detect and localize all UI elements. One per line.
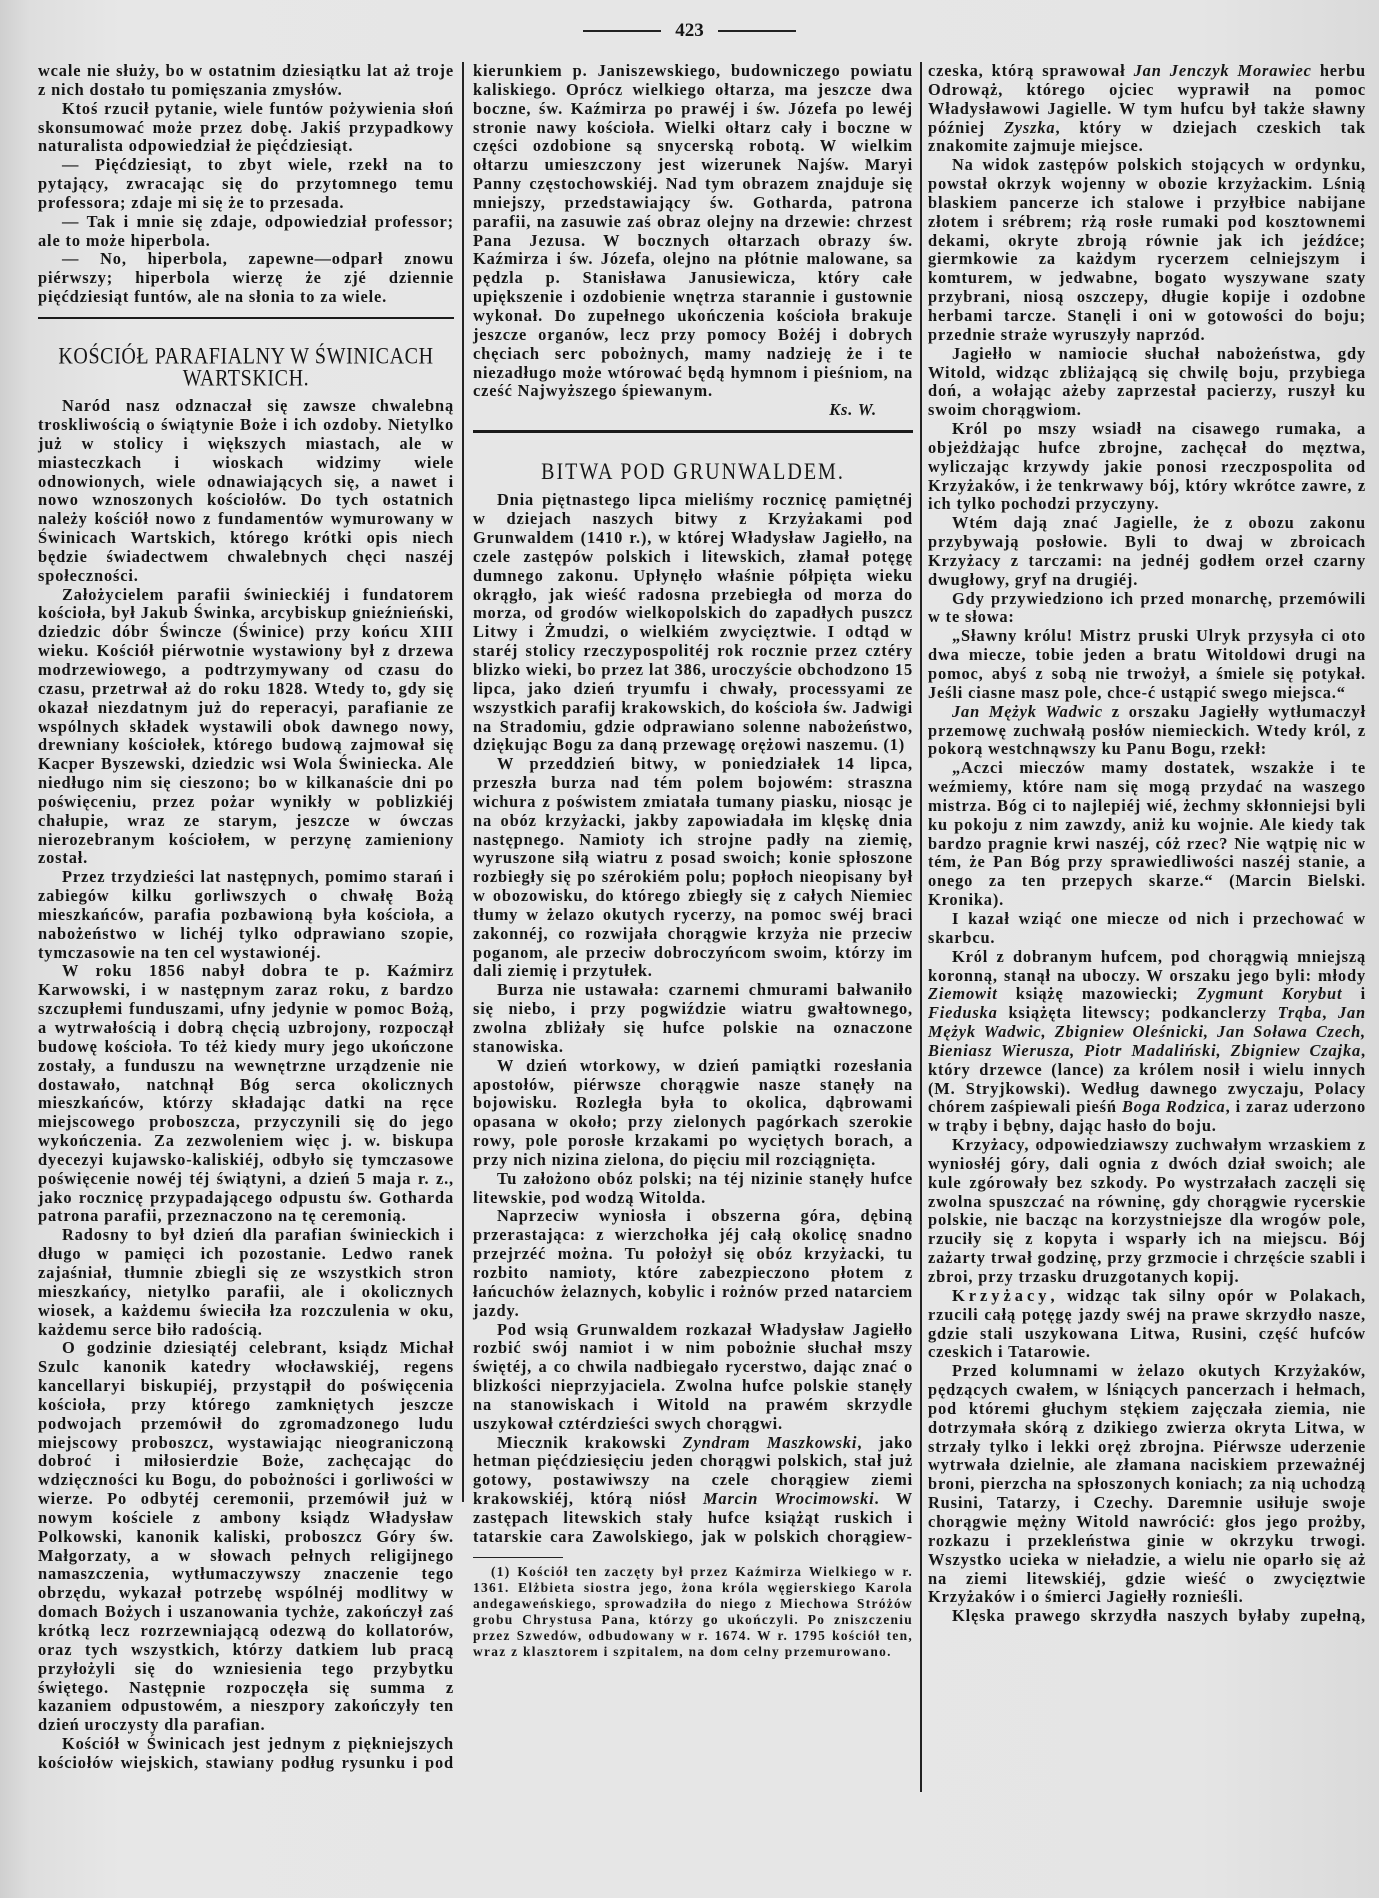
paragraph <box>928 910 1366 948</box>
paragraph <box>928 62 1366 156</box>
article-body-church-continued <box>473 62 913 401</box>
paragraph <box>38 1339 454 1735</box>
italic-name: Jan Mężyk Wadwic <box>952 701 1103 721</box>
paragraph <box>38 868 454 962</box>
text-run: Burza nie ustawała: czarnemi chmurami bałwaniło się niebo, i przy pogwiździe wiatru gwałtownego, zwolna zbliżały się hufce polskie na oznaczone stanowiska. <box>473 980 913 1056</box>
article-body-church <box>38 397 454 1773</box>
text-run: herbu Odrowąż, którego ojciec wyprawił na pomoc Władysławowi Jagielle. W tym hufcu był także sławny później <box>928 61 1366 137</box>
text-run: Założycielem parafii świnieckiéj i fundatorem kościoła, był Jakub Świnka, arcybiskup gnieźnieński, dziedzic dóbr Świncze (Świnice) przy końcu XIII wieku. Kościół piérwotnie wystawiony był z drzewa modrzewiowego, a podtrzymywany od czasu do czasu, przetrwał aż do roku 1828. Wtedy to, gdy się okazał niezdatnym już do reperacyi, parafianie ze wspólnych składek wystawili obok dawnego nowy, drewniany kościołek, którego budową zajmował się Kacper Byszewski, dziedzic wsi Wola Świniecka. Ale niedługo nim się cieszono; bo w kilkanaście dni po poświęceniu, przez pożar wynikły w poblizkiéj chałupie, wraz ze starym, jeszcze w ówczas nierozebranym kościołem, w perzynę zamieniony został. <box>38 584 454 868</box>
text-run: Na widok zastępów polskich stojących w ordynku, powstał okrzyk wojenny w obozie krzyżackim. Lśnią blaskiem pancerze ich stalowe i przyłbice nabijane złotem i srébrem; rżą rosłe rumaki pod kosztownemi dekami, okryte zbroją równie jak ich jeźdźce; giermkowie za każdym rycerzem celniejszym i komturem, w jedwabne, bogato wyszywane szaty przybrani, niosą oszczepy, długie kopije i ozdobne herbami tarcze. Stanęli i oni w gotowości do boju; przednie straże wyruszyły naprzód. <box>928 155 1366 344</box>
italic-name: Jan Jenczyk Morawiec <box>1133 61 1312 80</box>
text-run: Krzyżacy, odpowiedziawszy zuchwałym wrzaskiem z wyniosłéj góry, dali ognia z dwóch dział swoich; ale kule zgórowały bez szkody. Po wystrzałach zaczęli się zwolna spuszczać na równinę, gdy chorągwie rycerskie polskie, nie bacząc na korzystniejsze dla wrogów pole, rzuciły się z kopyta i wsparły ich na miejscu. Bój zażarty trwał godzinę, przy grzmocie i chrzęście szabli i zbroi, przy trzasku druzgotanych kopij. <box>928 1135 1366 1286</box>
text-run: książę mazowiecki; <box>997 984 1197 1004</box>
paragraph <box>473 1207 913 1320</box>
text-run: Naprzeciw wyniosła i obszerna góra, dębiną przerastająca: z wierzchołka jéj całą okolicę snadno przejrzéć można. Tu położył się obóz krzyżacki, tu rozbito namioty, które zabezpieczono płotem z łańcuchów żelaznych, kobylic i rożnów przed natarciem jazdy. <box>473 1206 913 1320</box>
text-run: czeska, którą sprawował <box>928 61 1134 80</box>
paragraph <box>38 213 454 251</box>
page-number-header <box>0 20 1379 42</box>
paragraph <box>928 703 1366 760</box>
text-run: z orszaku Jagiełły wytłumaczył przemowę zuchwałą posłów niemieckich. Wtedy król, z pokorą westchnąwszy ku Panu Bogu, rzekł: <box>928 701 1367 759</box>
paragraph <box>928 514 1366 589</box>
rule <box>718 30 796 32</box>
text-run: książęta litewscy; podkanclerzy <box>997 1003 1278 1023</box>
article-title-church: KOŚCIÓŁ PARAFIALNY W ŚWINICACH WARTSKICH. <box>58 344 434 392</box>
paragraph <box>473 491 913 755</box>
text-run: „Aczci mieczów mamy dostatek, wszakże i te weźmiemy, które nam się mogą przydać na waszego mistrza. Bóg ci to najlepiéj wié, żechmy skłonniejsi byli ku pokoju z nim zawzdy, aniż ku wojnie. Ale kiedy tak bardzo pragnie krwi naszéj, cóż rzec? Nie wątpię nic w tém, że Pan Bóg przy sprawiedliwości naszéj stanie, a onego za ten przepych skarze.“ (Marcin Bielski. Kronika). <box>928 758 1366 910</box>
article-title-grunwald: BITWA POD GRUNWALDEM. <box>541 458 845 485</box>
text-run: Miecznik krakowski <box>497 1432 683 1452</box>
paragraph <box>473 1057 913 1170</box>
text-run: i <box>1342 984 1366 1004</box>
text-run: , i zaraz uderzono w trąby i bębny, dając hasło do boju. <box>928 1097 1367 1136</box>
paragraph <box>928 1136 1366 1287</box>
paragraph <box>473 1321 913 1434</box>
paragraph <box>928 1362 1366 1607</box>
italic-name: Fieduska <box>928 1003 998 1023</box>
text-run: Pod wsią Grunwaldem rozkazał Władysław Jagiełło rozbić swój namiot i w nim pobożnie słuchał mszy świętéj, a co chwila nadbiegało rycerstwo, dając znać o blizkości nieprzyjaciela. Zwolna hufce polskie stanęły na stanowiskach i Witold na prawém skrzydle uszykował cztérdzieści swych chorągwi. <box>473 1319 913 1433</box>
paragraph <box>928 420 1366 514</box>
rule <box>583 30 661 32</box>
text-run: Gdy przywiedziono ich przed monarchę, przemówili w te słowa: <box>928 588 1366 627</box>
paragraph <box>38 397 454 585</box>
paragraph <box>38 1226 454 1339</box>
text-run: , <box>1322 1003 1338 1023</box>
italic-name: Zyndram Maszkowski <box>682 1432 858 1452</box>
text-run: Wtém dają znać Jagielle, że z obozu zakonu przybywają posłowie. Byli to dwaj w zbroicach Krzyżacy z tarczami: na jednéj godłem orzeł czarny dwugłowy, gryf na drugiéj. <box>928 513 1366 589</box>
text-run: — Tak i mnie się zdaje, odpowiedział professor; ale to może hiperbola. <box>38 211 454 250</box>
column-1 <box>38 62 454 1773</box>
paragraph <box>38 250 454 307</box>
italic-name: Boga Rodzica <box>1121 1097 1226 1117</box>
column-divider <box>920 62 922 1792</box>
text-run: W dzień wtorkowy, w dzień pamiątki rozesłania apostołów, piérwsze chorągwie nasze stanęły na bojowisku. Rozległa była to okolica, dąbrowami opasana w około; przy zielonych pagórkach szerokie rowy, pole porosłe krzakami po wyciętych borach, a przy nich nizina zielona, do pięciu mil rozciągnięta. <box>473 1055 913 1169</box>
paragraph <box>928 627 1366 702</box>
text-run: W roku 1856 nabył dobra te p. Kaźmirz Karwowski, i w następnym zaraz roku, z bardzo szczupłemi funduszami, ufny jedynie w pomoc Bożą, a wytrwałością i dobrą chęcią uzbrojony, rozpoczął budowę kościoła. To téż kiedy mury jego ukończone zostały, a funduszu na wewnętrzne urządzenie nie dostawało, natchnął Bóg serca okolicznych mieszkańców, którzy składając datki na ręce miejscowego proboszcza, przyczynili się do jego wykończenia. Za zezwoleniem więc j. w. biskupa dyecezyi kujawsko-kaliskiéj, odbyło się tymczasowe poświęcenie nowéj téj świątyni, a dzień 5 maja r. z., jako rocznicę przypadającego odpustu św. Gotharda patrona parafii, przeznaczono na tę ceremonią. <box>38 961 454 1226</box>
footnote-separator <box>473 1557 563 1559</box>
article-ending-elephant <box>38 62 454 307</box>
article-separator <box>473 430 913 433</box>
column-2 <box>473 62 913 1660</box>
paragraph <box>38 62 454 100</box>
paragraph <box>928 948 1366 1136</box>
text-run: Przez trzydzieści lat następnych, pomimo starań i zabiegów kilku gorliwszych o chwałę Bożą mieszkańców, parafia pozbawioną była kościoła, a nabożeństwo w lichéj tylko odprawiano szopie, tymczasowie na ten cel wystawionéj. <box>38 867 454 962</box>
paragraph <box>38 1735 454 1773</box>
text-run: Krzyżacy <box>952 1285 1051 1305</box>
paragraph <box>473 1434 913 1547</box>
footnote <box>473 1564 913 1660</box>
text-run: I kazał wziąć one miecze od nich i przechować w skarbcu. <box>928 908 1366 947</box>
footnote-text: (1) Kościół ten zaczęty był przez Kaźmirza Wielkiego w r. 1361. Elżbieta siostra jego, żona króla węgierskiego Karola andegaweńskiego, sprowadziła do niego z Miechowa Stróżów grobu Chrystusa Pana, którzy go ukończyli. Po zniszczeniu przez Szwedów, odbudowany w r. 1674. W r. 1795 kościół ten, wraz z klasztorem i szpitalem, na dom celny przemurowano. <box>473 1564 913 1660</box>
paragraph <box>38 156 454 213</box>
paragraph <box>928 759 1366 910</box>
paragraph <box>473 62 913 401</box>
text-run: , jako hetman pięćdziesięciu jeden chorągwi polskich, stał już gotowy, postawiwszy na czele chorągiew ziemi krakowskiéj, którą niósł <box>473 1432 914 1509</box>
text-run: W przeddzień bitwy, w poniedziałek 14 lipca, przeszła burza nad tém polem bojowém: straszna wichura z poświstem zmiatała tumany piasku, niosąc je na obóz krzyżacki, jakby zapowiadała im klęskę dnia następnego. Namioty ich strojne padły na ziemię, wyruszone siłą wiatru z posad swoich; konie spłoszone rozbiegły się po szérokiém polu; popłoch nieopisany był w obozowisku, do którego zbiegły się z całych Niemiec tłumy w żelazo okutych rycerzy, na pomoc swéj braci zakonnéj, co rozwijała chorągwie krzyża nie przeciw poganom, ale przeciw dobroczyńcom swoim, którzy im dali ziemię i przytułek. <box>473 754 913 981</box>
paragraph <box>473 1170 913 1208</box>
text-run: Naród nasz odznaczał się zawsze chwalebną troskliwością o świątynie Boże i ich ozdoby. Nietylko już w stolicy i większych miastach, ale w miasteczkach i wioskach widzimy wiele odnowionych, wiele odnawiających się, a nawet i nowo wznoszonych kościołów. Do tych ostatnich należy kościół nowo z fundamentów wymurowany w Świnicach Wartskich, którego krótki opis niech będzie świadectwem chwalebnych chęci naszéj społeczności. <box>38 396 454 585</box>
paragraph <box>473 755 913 981</box>
author-signature: Ks. W. <box>829 400 877 420</box>
italic-name: Zygmunt Korybut <box>1196 984 1343 1004</box>
column-divider <box>462 62 464 1502</box>
paragraph <box>38 962 454 1226</box>
text-run: Dnia piętnastego lipca mieliśmy rocznicę pamiętnéj w dziejach naszych bitwy z Krzyżakami pod Grunwaldem (1410 r.), w której Władysław Jagiełło, na czele zastępów polskich i litewskich, złamał potęgę dumnego zakonu. Upłynęło właśnie półpięta wieku okrągło, jak wieść radosna przebiegła od morza do morza, od grodów wielkopolskich do zapadłych puszcz Litwy i Żmudzi, o wielkiém zwycięztwie. I odtąd w staréj stolicy rzeczypospolitéj rok rocznie przez cztéry blizko wieki, bo przez lat 386, uroczyście obchodzono 15 lipca, jako dzień tryumfu i chwały, processyami ze wszystkich parafij krakowskich, do kościoła św. Jadwigi na Stradomiu, gdzie odprawiano solenne nabożeństwo, dziękując Bogu za daną przewagę orężowi naszemu. (1) <box>473 490 913 755</box>
italic-name: Trąba <box>1277 1003 1323 1023</box>
italic-name: Marcin Wrocimowski <box>702 1489 875 1509</box>
paragraph <box>928 590 1366 628</box>
text-run: Jagiełło w namiocie słuchał nabożeństwa, gdy Witold, widząc zbliżającą się chwilę boju, przybiega doń, a wołając ażeby zaprzestał pacierzy, ruszył ku swoim chorągwiom. <box>928 343 1366 420</box>
paragraph <box>928 1607 1366 1626</box>
italic-name: Jan Mężyk Wadwic, Zbigniew Oleśnicki, Jan Soława Czech, Bieniasz Wierusza, Piotr Madaliński, Zbigniew Czajka <box>928 1003 1366 1060</box>
text-run: Klęska prawego skrzydła naszych byłaby zupełną, <box>952 1606 1366 1626</box>
text-run: Tu założono obóz polski; na téj nizinie stanęły hufce litewskie, pod wodzą Witolda. <box>473 1168 913 1207</box>
text-run: Ktoś rzucił pytanie, wiele funtów pożywienia słoń skonsumować może przez dobę. Jakiś przypadkowy naturalista odpowiedział że pięćdziesiąt. <box>38 98 454 156</box>
text-run: Przed kolumnami w żelazo okutych Krzyżaków, pędzących cwałem, w lśniących pancerzach i hełmach, pod któremi głuchym stękiem zajęczała ziemia, nie dotrzymała skórą z dzikiego zwierza okryta Litwa, w strzały tylko i lekki oręż zbrojna. Piérwsze uderzenie wytrwała dzielnie, ale złamana naciskiem przeważnéj broni, pierzcha na spłoszonych koniach; za nią uchodzą Rusini, Tatarzy, i Czechy. Daremnie usiłuje swoje chorągwie mężny Witold nawrócić: głos jego prożby, rozkazu i przekleństwa ginie w okrzyku trwogi. Wszystko ucieka w nieładzie, a wielu nie oparło się aż na ziemi litewskiéj, gdzie wieść o zwycięztwie Krzyżaków i o śmierci Jagiełły roznieśli. <box>928 1361 1366 1607</box>
text-run: — Pięćdziesiąt, to zbyt wiele, rzekł na to pytający, zwracając się do przytomnego temu professora; zdaje mi się że to przesada. <box>38 155 454 212</box>
text-run: Król z dobranym hufcem, pod chorągwią mniejszą koronną, stanął na uboczy. W orszaku jego byli: młody <box>928 946 1366 985</box>
text-run: . W zastępach litewskich stały hufce książąt ruskich i tatarskie cara Zawolskiego, jak w polskich chorągiew- <box>473 1489 913 1546</box>
paragraph <box>473 981 913 1056</box>
text-run: , widząc tak silny opór w Polakach, rzucili całą potęgę jazdy swéj na prawe skrzydło nasze, gdzie stali uszykowana Litwa, Rusini, część hufców czeskich i Tatarowie. <box>928 1285 1366 1362</box>
text-run: wcale nie służy, bo w ostatnim dziesiątku lat aż troje z nich dostało tu pomięszania zmysłów. <box>38 61 454 99</box>
paragraph <box>928 156 1366 344</box>
text-run: Król po mszy wsiadł na cisawego rumaka, a objeżdżając hufce zbrojne, zachęcał do męztwa, wyliczając krzywdy jakie ponosi rzeczpospolita od Krzyżaków, i że tenkrwawy bój, który wkrótce zawre, z ich tylko pochodzi przyczyny. <box>928 419 1366 514</box>
text-run: Radosny to był dzień dla parafian świnieckich i długo w pamięci ich pozostanie. Ledwo ranek zajaśniał, tłumnie zbiegli się ze wszystkich stron mieszkańcy, nietylko parafii, ale i okolicznych wiosek, a każdemu świeciła łza rozczulenia w oku, każdemu serce biło radością. <box>38 1225 454 1339</box>
text-run: — No, hiperbola, zapewne—odparł znowu piérwszy; hiperbola wierzę że zjé dziennie pięćdziesiąt funtów, ale na słonia to za wiele. <box>38 249 454 307</box>
page-number: 423 <box>675 20 704 41</box>
italic-name: Zyszka <box>1003 117 1056 137</box>
article-body-grunwald-continued <box>928 62 1366 1626</box>
paragraph <box>928 345 1366 420</box>
article-separator <box>38 317 454 320</box>
text-run: , który w dziejach czeskich tak znakomite zajmuje miejsce. <box>928 117 1367 156</box>
article-body-grunwald <box>473 491 913 1546</box>
paragraph <box>38 100 454 157</box>
text-run: kierunkiem p. Janiszewskiego, budowniczego powiatu kaliskiego. Oprócz wielkiego ołtarza, ma jeszcze dwa boczne, św. Kaźmirza po prawéj i św. Józefa po lewéj stronie nawy kościoła. Wielki ołtarz cały i boczne w części ozdobione są snycerską robotą. W wielkim ołtarzu umieszczony jest wizerunek Najśw. Maryi Panny częstochowskiéj. Nad tym obrazem znajduje się mniejszy, przedstawiający św. Gotharda, patrona parafii, na zasuwie zaś obraz olejny na drzewie: chrzest Pana Jezusa. W bocznych ołtarzach obrazy św. Kaźmirza i św. Józefa, olejno na płótnie malowane, sa pędzla p. Stanisława Janusiewicza, który całe upiększenie i ozdobienie wnętrza starannie i gustownie wykonał. Do zupełnego ukończenia kościoła brakuje jeszcze organów, lecz przy pomocy Bożéj i dobrych chęciach serc pobożnych, mamy nadzieję że i te niezadługo może wtórować będą hymnom i pieśniom, na cześć Najwyższego śpiewanym. <box>473 61 913 401</box>
text-run: Kościół w Świnicach jest jednym z piękniejszych kościołów wiejskich, stawiany podług rysunku i pod <box>38 1734 454 1772</box>
text-run: , który drzewce (lance) za królem nosił i wielu innych (M. Stryjkowski). Według dawnego zwyczaju, Polacy chórem zaśpiewali pieśń <box>928 1040 1366 1117</box>
paragraph <box>928 1287 1366 1362</box>
column-3 <box>928 62 1366 1626</box>
text-run: O godzinie dziesiątéj celebrant, ksiądz Michał Szulc kanonik katedry włocławskiéj, regens kancellaryi biskupiéj, przystąpił do poświęcenia kościoła, przy którego zamkniętych jeszcze podwojach przemówił do zgromadzonego ludu miejscowy proboszcz, wystawiając nieograniczoną dobroć i miłosierdzie Boże, zachęcając do wdzięczności ku Bogu, do pobożności i gorliwości w wierze. Po odbytéj ceremonii, przemówił już w nowym kościele z ambony ksiądz Władysław Polkowski, kanonik kaliski, proboszcz Góry św. Małgorzaty, a w słowach pełnych religijnego namaszczenia, wytłumaczywszy znaczenie tego obrzędu, wykazał potrzebę wspólnéj modlitwy w domach Bożych i uszanowania tychże, zakończył zaś krótką lecz rozrzewniającą odezwą do kollatorów, oraz tych wszystkich, którzy datkiem lub pracą przyłożyli się do wzniesienia tego przybytku świętego. Następnie rozpoczęła się summa z kazaniem odpustowém, a nieszpory zakończyły ten dzień uroczysty dla parafian. <box>38 1338 454 1735</box>
text-run: „Sławny królu! Mistrz pruski Ulryk przysyła ci oto dwa miecze, tobie jeden a bratu Witoldowi drugi na pomoc, abyś z sobą nie trwożył, a śmiele się potykał. Jeśli ciasne masz pole, chce-ć ustąpić swego miejsca.“ <box>928 626 1366 702</box>
italic-name: Ziemowit <box>928 984 998 1004</box>
paragraph <box>38 586 454 869</box>
